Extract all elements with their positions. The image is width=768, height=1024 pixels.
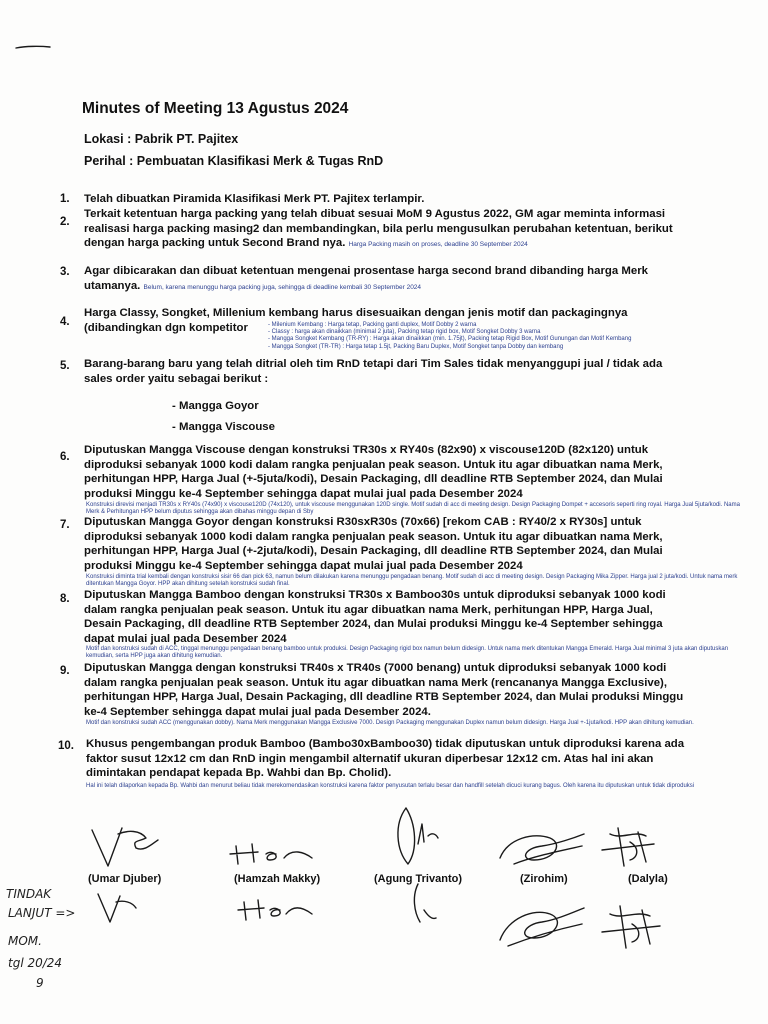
- item-text: Diputuskan Mangga Bamboo dengan konstruksi TR30s x Bamboo30s untuk diproduksi sebanyak 1000 kodi dalam rangka penjualan peak season. Untuk itu agar dibuatkan nama Merk, perhitungan HPP, Harga Jual, Desain Packaging, dll deadline RTB September 2024, dan Mulai produksi Minggu ke-4 September sehingga dapat mulai jual pada Desember 2024: [84, 589, 666, 645]
- handwritten-note-line: TINDAK: [6, 887, 52, 901]
- item-text: Barang-barang baru yang telah ditrial oleh tim RnD tetapi dari Tim Sales tidak menyanggupi jual / tidak ada sales order yaitu sebagai berikut :: [84, 358, 663, 385]
- item-text: [84, 264, 684, 295]
- sub-item: - Mangga Goyor: [172, 400, 259, 412]
- item-note-list: [268, 322, 738, 351]
- signature-image: [388, 804, 448, 874]
- item-text: [84, 207, 706, 253]
- signature-image: [234, 896, 318, 926]
- item-text-main: Terkait ketentuan harga packing yang telah dibuat sesuai MoM 9 Agustus 2022, GM agar meminta informasi realisasi harga packing masing2 dan membandingkan, bila perlu mengusulkan perubahan ketentuan, berikut dengan harga packing untuk Second Brand nya.: [84, 208, 673, 250]
- signatory-name: (Zirohim): [520, 873, 568, 885]
- handwritten-note-line: LANJUT =>: [8, 906, 76, 920]
- item-number: 7.: [60, 519, 70, 531]
- item-note: Belum, karena menunggu harga packing juga, sehingga di deadline kembali 30 September 2024: [143, 283, 422, 291]
- item-number: 2.: [60, 216, 70, 228]
- signature-image: [226, 838, 326, 868]
- sub-item: - Mangga Viscouse: [172, 421, 275, 433]
- item-note-line: - Milenium Kembang : Harga tetap, Packing ganti duplex, Motif Dobby 2 warna: [268, 322, 477, 328]
- item-note: Konstruksi direvisi menjadi TR30s x RY40s (74x90) x viscouse120D (74x120), untuk viscouse menggunakan 120D single. Motif sudah di acc di meeting design. Design Packaging Dompet + accesoris seperti ring royal. Harga Jual 5juta/kodi. Nama Merk & Perhitungan HPP belum diputus sehingga akan dibahas minggu depan di Sby: [86, 502, 740, 516]
- item-number: 5.: [60, 360, 70, 372]
- item-note: Motif dan konstruksi sudah ACC (menggunakan dobby). Nama Merk menggunakan Mangga Exclusive 7000. Design Packaging menggunakan Duplex namun belum didesign. Harga Jual +-1juta/kodi. HPP akan dihitung kemudian.: [86, 720, 694, 726]
- signature-image: [594, 900, 670, 954]
- signature-image: [88, 822, 168, 874]
- item-text: Diputuskan Mangga Viscouse dengan konstruksi TR30s x RY40s (82x90) x viscouse120D (82x120) untuk diproduksi sebanyak 1000 kodi dalam rangka penjualan peak season. Untuk itu agar dibuatkan nama Merk, perhitungan HPP, Harga Jual (+-5juta/kodi), Desain Packaging, dll deadline RTB September 2024, dan Mulai produksi Minggu ke-4 September sehingga dapat mulai jual pada Desember 2024: [84, 444, 663, 500]
- signature-image: [494, 826, 590, 870]
- item-note: Konstruksi diminta trial kembali dengan konstruksi sisir 66 dan pick 63, namun belum dilakukan karena menunggu pengadaan benang. Motif sudah di acc di meeting design. Design Packaging Mika Zipper. Harga jual 2 juta/kodi. Untuk nama merk ditentukan Mangga Goyor. HPP akan dihitung setelah konstruksi sudah final.: [86, 574, 738, 588]
- item-number: 10.: [58, 740, 74, 752]
- item-note-line: - Classy : harga akan dinaikkan (minimal 2 juta), Packing tetap rigid box, Motif Songket Dobby 3 warna: [268, 329, 541, 336]
- handwritten-note-line: 9: [36, 976, 44, 990]
- signature-image: [594, 822, 664, 872]
- item-number: 3.: [60, 266, 70, 278]
- signatory-name: (Agung Trivanto): [374, 873, 462, 885]
- item-text-main: Agar dibicarakan dan dibuat ketentuan mengenai prosentase harga second brand dibanding harga Merk utamanya.: [84, 265, 648, 292]
- item-number: 1.: [60, 193, 70, 205]
- signature-image: [494, 900, 590, 950]
- item-number: 4.: [60, 316, 70, 328]
- item-note: Motif dan konstruksi sudah di ACC, tinggal menunggu pengadaan benang bamboo untuk produksi. Design Packaging rigid box namun belum didesign. Untuk nama merk ditentukan Mangga Emerald. Harga Jual minimal 3 juta akan diputuskan kemudian, serta HPP juga akan dihitung kemudian.: [86, 646, 729, 660]
- handwritten-note-line: MOM.: [8, 934, 42, 948]
- meeting-location: Lokasi : Pabrik PT. Pajitex: [84, 132, 239, 146]
- item-text: Diputuskan Mangga Goyor dengan konstruksi R30sxR30s (70x66) [rekom CAB : RY40/2 x RY30s] untuk diproduksi sebanyak 1000 kodi dalam rangka penjualan peak season. Untuk itu agar dibuatkan nama Merk, perhitungan HPP, Harga Jual (+-2juta/kodi), Desain Packaging, dll deadline RTB September 2024, dan Mulai produksi Minggu ke-4 September sehingga dapat mulai jual pada Desember 2024: [84, 516, 663, 572]
- item-number: 8.: [60, 593, 70, 605]
- item-text: Khusus pengembangan produk Bamboo (Bambo30xBamboo30) tidak diputuskan untuk diproduksi karena ada faktor susut 12x12 cm dan RnD ingin mengambil alternatif ukuran diperbesar 12x12 cm. Atas hal ini akan dimintakan pendapat kepada Bp. Wahbi dan Bp. Cholid).: [86, 738, 685, 780]
- signature-image: [406, 880, 442, 928]
- signatory-name: (Dalyla): [628, 873, 668, 885]
- handwritten-note-line: tgl 20/24: [8, 956, 63, 970]
- item-text: Telah dibuatkan Piramida Klasifikasi Merk PT. Pajitex terlampir.: [84, 193, 425, 205]
- item-note-line: - Mangga Songket Kembang (TR-RY) : Harga akan dinaikkan (min. 1.75jt), Packing tetap Rigid Box, Motif Gunungan dan Motif Kembang: [268, 336, 632, 343]
- scan-mark: [14, 42, 54, 52]
- document-title: Minutes of Meeting 13 Agustus 2024: [82, 100, 349, 117]
- item-note: Hal ini telah dilaporkan kepada Bp. Wahbi dan menurut beliau tidak merekomendasikan konstruksi karena faktor penyusutan terlalu besar dan handfill setelah dicuci kurang bagus. Oleh karena itu diputuskan untuk tidak diproduksi: [86, 783, 695, 789]
- meeting-subject: Perihal : Pembuatan Klasifikasi Merk & Tugas RnD: [84, 154, 384, 168]
- signature-image: [94, 890, 144, 930]
- item-number: 6.: [60, 451, 70, 463]
- item-note-line: - Mangga Songket (TR-TR) : Harga tetap 1.5jt, Packing Baru Duplex, Motif Songket tanpa Dobby dan kembang: [268, 343, 564, 350]
- item-number: 9.: [60, 665, 70, 677]
- signatory-name: (Hamzah Makky): [234, 873, 321, 885]
- item-text: Diputuskan Mangga dengan konstruksi TR40s x TR40s (7000 benang) untuk diproduksi sebanyak 1000 kodi dalam rangka penjualan peak season. Untuk itu agar dibuatkan nama Merk (rencananya Mangga Exclusive), perhitungan HPP, Harga Jual, Desain Packaging, dll deadline RTB September 2024, dan Mulai produksi Minggu ke-4 September sehingga dapat mulai jual pada Desember 2024.: [84, 662, 684, 718]
- item-note: Harga Packing masih on proses, deadline 30 September 2024: [348, 241, 528, 249]
- signatory-name: (Umar Djuber): [88, 873, 162, 885]
- item-text: Harga Classy, Songket, Millenium kembang harus disesuaikan dengan jenis motif dan packagingnya (dibandingkan dgn kompetitor: [84, 307, 628, 334]
